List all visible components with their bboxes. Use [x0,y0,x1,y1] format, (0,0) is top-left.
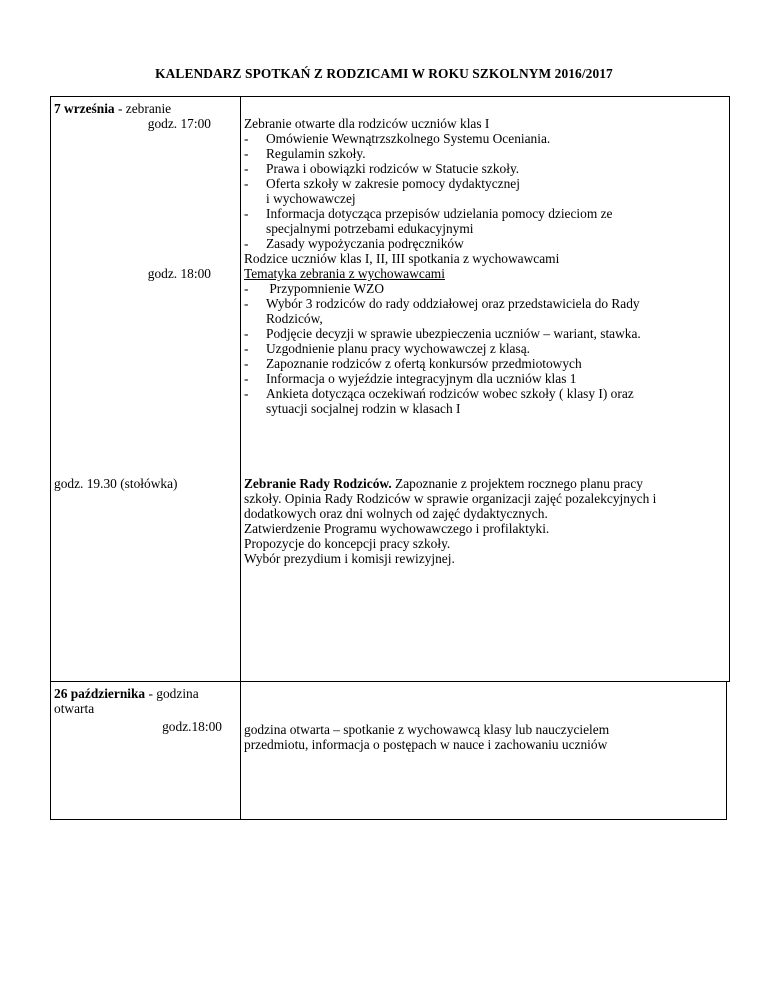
meeting-date [54,686,199,701]
block3-line: dodatkowych oraz dni wolnych od zajęć dydaktycznych. [244,506,548,521]
list-item: - Uzgodnienie planu pracy wychowawczej z klasą. [244,341,530,356]
list-item-continued: specjalnymi potrzebami edukacyjnymi [266,221,474,236]
description-line: przedmiotu, informacja o postępach w nauce i zachowaniu uczniów [244,737,608,752]
table-border [240,819,726,820]
meeting-date [54,101,171,116]
list-item: - Omówienie Wewnątrzszkolnego Systemu Oceniania. [244,131,551,146]
table-border [50,819,241,820]
block3-line: Zebranie Rady Rodziców. Zapoznanie z projektem rocznego planu pracy [244,476,644,491]
list-item-continued: sytuacji socjalnej rodzin w klasach I [266,401,461,416]
list-item: - Zapoznanie rodziców z ofertą konkursów przedmiotowych [244,356,582,371]
date-type: - godzina [145,686,199,701]
list-item-continued: Rodziców, [266,311,323,326]
date-type-cont: otwarta [54,701,95,716]
block3-line: Wybór prezydium i komisji rewizyjnej. [244,551,455,566]
list-item: - Regulamin szkoły. [244,146,366,161]
description-line: godzina otwarta – spotkanie z wychowawcą klasy lub nauczycielem [244,722,610,737]
page-title: KALENDARZ SPOTKAŃ Z RODZICAMI W ROKU SZKOLNYM 2016/2017 [155,66,613,81]
block3-line: szkoły. Opinia Rady Rodziców w sprawie organizacji zajęć pozalekcyjnych i [244,491,657,506]
time-1700: godz. 17:00 [147,116,211,131]
list-item: - Prawa i obowiązki rodziców w Statucie szkoły. [244,161,520,176]
meeting-row-september [50,96,730,682]
block3-heading: Zebranie Rady Rodziców. [244,476,392,491]
date-type: - zebranie [114,101,172,116]
list-item: - Zasady wypożyczania podręczników [244,236,464,251]
time-1800: godz. 18:00 [147,266,211,281]
time-1930: godz. 19.30 (stołówka) [54,476,178,491]
list-item: - Podjęcie decyzji w sprawie ubezpieczenia uczniów – wariant, stawka. [244,326,641,341]
list-item-continued: i wychowawczej [266,191,356,206]
block3-line: Zatwierdzenie Programu wychowawczego i profilaktyki. [244,521,550,536]
column-divider [240,97,241,681]
list-item: - Oferta szkoły w zakresie pomocy dydaktycznej [244,176,520,191]
table-border [726,681,727,820]
list-item: - Przypomnienie WZO [244,281,385,296]
meeting-row-october [50,681,730,820]
list-item: - Informacja o wyjeździe integracyjnym dla uczniów klas 1 [244,371,577,386]
block2-heading: Tematyka zebrania z wychowawcami [244,266,445,281]
date-label: 7 września [54,101,115,116]
date-label: 26 października [54,686,146,701]
list-item: - Informacja dotycząca przepisów udzielania pomocy dzieciom ze [244,206,613,221]
block2-intro: Rodzice uczniów klas I, II, III spotkania z wychowawcami [244,251,560,266]
column-divider [240,682,241,820]
list-item: - Wybór 3 rodziców do rady oddziałowej oraz przedstawiciela do Rady [244,296,640,311]
block3-line: Propozycje do koncepcji pracy szkoły. [244,536,451,551]
time-1800: godz.18:00 [162,719,222,734]
block1-intro: Zebranie otwarte dla rodziców uczniów klas I [244,116,490,131]
list-item: - Ankieta dotycząca oczekiwań rodziców wobec szkoły ( klasy I) oraz [244,386,634,401]
